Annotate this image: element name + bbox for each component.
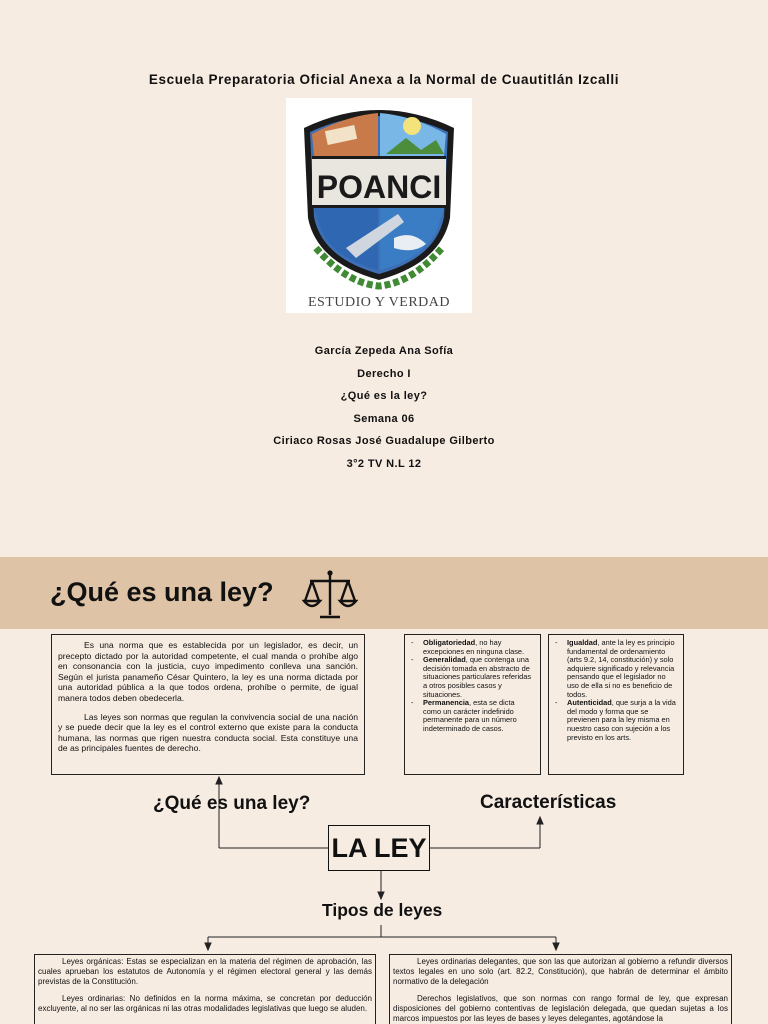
subject: Derecho I: [357, 367, 411, 380]
group-info: 3°2 TV N.L 12: [346, 457, 422, 470]
term-description: , que surja a la vida del modo y forma que se previenen para la ley misma en nuestro caso con sujeción a los previsto en los arts.: [567, 698, 676, 742]
school-name: Escuela Preparatoria Oficial Anexa a la Normal de Cuautitlán Izcalli: [148, 72, 620, 87]
teacher-name: Ciriaco Rosas José Guadalupe Gilberto: [273, 435, 495, 447]
term: Generalidad: [423, 655, 466, 665]
term-description: , no hay excepciones en ninguna clase.: [423, 638, 525, 656]
logo-letters: POANCI: [316, 169, 442, 205]
term: Permanencia: [423, 698, 470, 708]
term: Obligatoriedad: [423, 638, 476, 647]
week: Semana 06: [353, 412, 415, 425]
map-label-what-is-law: ¿Qué es una ley?: [153, 793, 311, 814]
types-paragraph: Derechos legislativos, que son normas con rango formal de ley, que expresan disposiciones del gobierno contentivas de legislación delegada, que quedan sujetas a los marcos impuestos por las leyes de bases y leyes delegantes, agotándose la: [393, 994, 728, 1023]
definition-paragraph: Es una norma que es establecida por un legislador, es decir, un precepto dictado por la autoridad competente, el cual manda o prohíbe algo en consonancia con la justicia, cuyo impedimento conlleva una sanción. Según el jurista panameño César Quintero, la ley es una norma dictada por una autoridad pública a la que todos ordena, prohíbe o permite, de igual manera todos deben obedecerla.: [58, 640, 358, 703]
types-paragraph: Leyes ordinarias: No definidos en la norma máxima, se concretan por deducción excluyente, al no ser las orgánicas ni las otras modalidades legislativas que luego se aluden.: [38, 994, 372, 1013]
student-name: García Zepeda Ana Sofía: [314, 345, 454, 357]
logo-motto: ESTUDIO Y VERDAD: [307, 295, 451, 310]
assignment-title: ¿Qué es la ley?: [340, 390, 428, 402]
map-center-node: LA LEY: [328, 825, 430, 871]
term-description: , ante la ley es principio fundamental de ordenamiento (arts 9.2, 14, constitución) y solo adquiere significado y relevancia pensando que el legislador no uso de ella si no es beneficio de todos.: [567, 638, 675, 699]
term: Igualdad: [567, 638, 598, 647]
map-label-characteristics: Características: [480, 792, 617, 813]
types-box-right: [389, 954, 732, 1024]
types-paragraph: Leyes orgánicas: Estas se especializan en la materia del régimen de aprobación, las cuales aprueban los estatutos de Autonomía y el régimen electoral general y las demás previstas de la Constitución.: [38, 957, 372, 986]
map-label-types: Tipos de leyes: [322, 900, 443, 920]
types-paragraph: Leyes ordinarias delegantes, que son las que autorizan al gobierno a refundir diversos textos legales en uno solo (art. 82.2, Constitución), que habrán de determinar el ámbito normativo de la delegación: [393, 957, 728, 986]
term: Autenticidad: [567, 698, 612, 708]
banner-title: ¿Qué es una ley?: [50, 577, 274, 607]
definition-paragraph: Las leyes son normas que regulan la convivencia social de una nación y se puede decir que la ley es el control externo que existe para la conducta humana, las normas que rigen nuestra conducta social. Esta constituye una de as principales fuentes de derecho.: [58, 711, 358, 754]
term-description: , que contenga una decisión tomada en abstracto de situaciones particulares referidas a otros posibles casos y situaciones.: [423, 655, 532, 699]
term-description: , esta se dicta como un carácter indefinido permanente para un número indeterminado de casos.: [423, 698, 517, 733]
types-box-left: [34, 954, 376, 1024]
